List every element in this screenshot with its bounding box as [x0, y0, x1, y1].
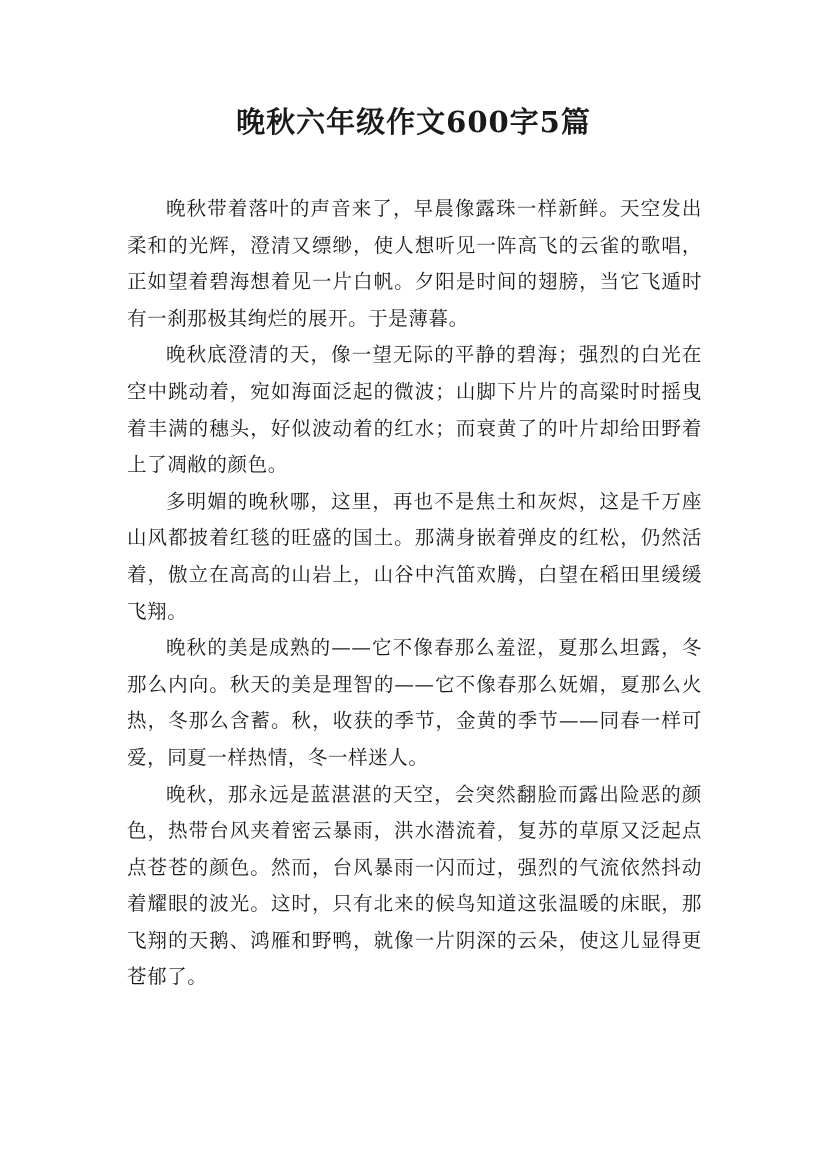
paragraph-1: 晚秋带着落叶的声音来了，早晨像露珠一样新鲜。天空发出柔和的光辉，澄清又缥缈，使人想听见一阵高飞的云雀的歌唱，正如望着碧海想着见一片白帆。夕阳是时间的翅膀，当它飞遁时有一刹那极其绚烂的展开。于是薄暮。: [127, 197, 702, 330]
paragraph-5: 晚秋，那永远是蓝湛湛的天空，会突然翻脸而露出险恶的颜色，热带台风夹着密云暴雨，洪水潜流着，复苏的草原又泛起点点苍苍的颜色。然而，台风暴雨一闪而过，强烈的气流依然抖动着耀眼的波光。这时，只有北来的候鸟知道这张温暖的床眠，那飞翔的天鹅、鸿雁和野鸭，就像一片阴深的云朵，使这儿显得更苍郁了。: [127, 782, 702, 989]
paragraph-4: 晚秋的美是成熟的——它不像春那么羞涩，夏那么坦露，冬那么内向。秋天的美是理智的——它不像春那么妩媚，夏那么火热，冬那么含蓄。秋，收获的季节，金黄的季节——同春一样可爱，同夏一样热情，冬一样迷人。: [127, 636, 702, 769]
paragraph-2: 晚秋底澄清的天，像一望无际的平静的碧海；强烈的白光在空中跳动着，宛如海面泛起的微波；山脚下片片的高粱时时摇曳着丰满的穗头，好似波动着的红水；而衰黄了的叶片却给田野着上了凋敝的颜色。: [127, 343, 702, 477]
paragraph-3: 多明媚的晚秋哪，这里，再也不是焦土和灰烬，这是千万座山风都披着红毯的旺盛的国土。那满身嵌着弹皮的红松，仍然活着，傲立在高高的山岩上，山谷中汽笛欢腾，白望在稻田里缓缓飞翔。: [127, 489, 702, 623]
document-body: [127, 191, 702, 996]
document-title: 晚秋六年级作文600字5篇: [236, 105, 591, 139]
